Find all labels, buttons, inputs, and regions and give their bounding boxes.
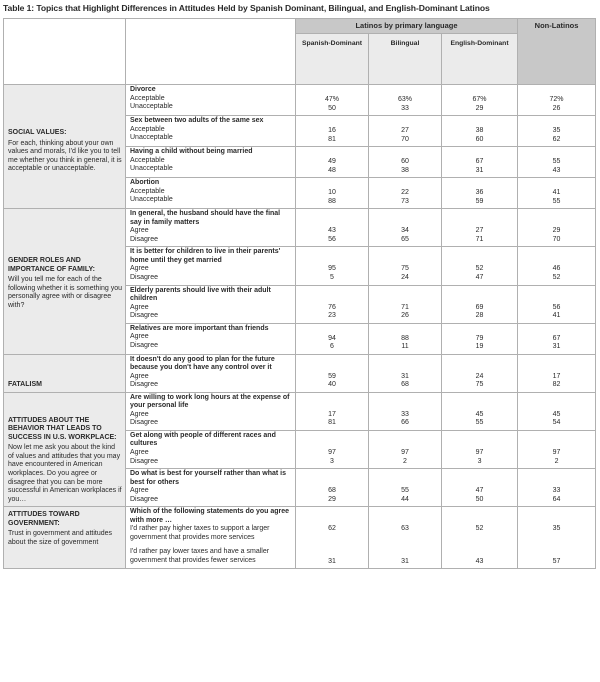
- response-value: 62: [552, 135, 561, 143]
- response-value: 72%: [549, 96, 564, 103]
- value-cell-non-latinos: [518, 209, 596, 247]
- value-cell-english-dominant: [442, 178, 518, 209]
- question-spacer: [518, 86, 595, 96]
- response-value: 67%: [472, 96, 487, 103]
- response-value: 70: [401, 135, 409, 143]
- question-text: Are willing to work long hours at the expense of your personal life: [130, 393, 290, 410]
- response-value: 43: [475, 557, 484, 565]
- question-text: Get along with people of different races and cultures: [130, 431, 276, 448]
- response-label: Disagree: [130, 341, 159, 349]
- question-spacer: [442, 210, 517, 227]
- response-value: 2: [554, 457, 559, 465]
- response-value: 45: [552, 410, 561, 418]
- response-value: 81: [328, 419, 336, 427]
- response-label: Disagree: [130, 381, 159, 389]
- response-value: 47: [475, 273, 484, 281]
- question-text: Having a child without being married: [130, 148, 253, 156]
- header-latinos-group: Latinos by primary language: [296, 19, 518, 34]
- value-cell-spanish-dominant: [296, 178, 369, 209]
- question-spacer: [369, 210, 441, 227]
- value-cell-english-dominant: [442, 354, 518, 392]
- question-spacer: [369, 86, 441, 96]
- value-cell-bilingual: [369, 285, 442, 323]
- question-cell: [126, 85, 296, 116]
- question-spacer: [296, 248, 368, 265]
- table-row: [4, 354, 596, 392]
- question-spacer: [296, 356, 368, 373]
- value-cell-bilingual: [369, 85, 442, 116]
- response-value: 71: [401, 303, 409, 311]
- question-cell: [126, 285, 296, 323]
- value-cell-english-dominant: [442, 469, 518, 507]
- question-cell: [126, 178, 296, 209]
- response-label: Agree: [130, 303, 149, 311]
- response-value: 35: [552, 127, 561, 135]
- response-value: 36: [475, 189, 484, 197]
- value-cell-bilingual: [369, 178, 442, 209]
- category-name: SOCIAL VALUES:: [8, 129, 67, 136]
- response-value: 11: [401, 343, 409, 351]
- response-value: 97: [401, 449, 409, 456]
- question-spacer: [369, 325, 441, 335]
- response-value: 24: [401, 273, 409, 281]
- response-value: 71: [475, 235, 484, 243]
- response-value: 94: [328, 334, 336, 342]
- response-value: 69: [475, 303, 484, 311]
- question-text: In general, the husband should have the final say in family matters: [130, 210, 281, 226]
- response-value: 41: [552, 312, 561, 320]
- question-spacer: [442, 508, 517, 525]
- response-value: 23: [328, 312, 336, 320]
- response-value: 52: [552, 273, 561, 281]
- category-name: ATTITUDES ABOUT THE BEHAVIOR THAT LEADS TO SUCCESS IN U.S. WORKPLACE:: [8, 416, 117, 441]
- response-value: 24: [475, 372, 484, 380]
- question-spacer: [369, 179, 441, 189]
- value-cell-spanish-dominant: [296, 209, 369, 247]
- value-cell-bilingual: [369, 209, 442, 247]
- value-cell-spanish-dominant: [296, 85, 369, 116]
- response-value: 73: [401, 197, 409, 205]
- value-cell-non-latinos: [518, 392, 596, 430]
- response-label: Disagree: [130, 495, 159, 503]
- header-spanish-dominant: Spanish-Dominant: [296, 34, 369, 85]
- response-value: 50: [328, 104, 336, 112]
- header-bilingual: Bilingual: [369, 34, 442, 85]
- value-cell-english-dominant: [442, 285, 518, 323]
- response-label: Disagree: [130, 457, 159, 465]
- value-cell-spanish-dominant: [296, 392, 369, 430]
- response-value: 28: [475, 312, 484, 320]
- category-description: Now let me ask you about the kind of values and attitudes that you may have encountered in American workplaces. Do you agree or disagree that you can be more successful in American workplaces if you…: [8, 444, 122, 503]
- table-row: [4, 85, 596, 116]
- category-description: Trust in government and attitudes about the size of government: [8, 530, 113, 546]
- response-value: 95: [328, 265, 336, 273]
- question-spacer: [518, 470, 595, 487]
- response-value: 60: [401, 158, 409, 166]
- question-spacer: [296, 287, 368, 304]
- question-spacer: [442, 325, 517, 335]
- response-value: 31: [401, 557, 409, 565]
- header-non-latinos: Non-Latinos: [518, 19, 596, 85]
- category-cell: [4, 392, 126, 506]
- response-value: 54: [552, 419, 561, 427]
- response-label: Agree: [130, 410, 149, 418]
- category-description: For each, thinking about your own values and morals, I'd like you to tell me whether you think in general, it is acceptable or unacceptable.: [8, 139, 122, 173]
- response-value: 59: [475, 197, 484, 205]
- response-value: 56: [552, 303, 561, 311]
- response-value: 60: [475, 135, 484, 143]
- response-label: Acceptable: [130, 156, 165, 164]
- response-value: 66: [401, 419, 409, 427]
- value-cell-english-dominant: [442, 430, 518, 468]
- response-value: 27: [401, 127, 409, 135]
- response-value: 46: [552, 265, 561, 273]
- response-label: Agree: [130, 449, 149, 456]
- question-spacer: [442, 287, 517, 304]
- question-spacer: [442, 179, 517, 189]
- response-value: 75: [475, 381, 484, 389]
- response-value: 31: [552, 343, 561, 351]
- question-spacer: [296, 148, 368, 158]
- category-description: Will you tell me for each of the following whether it is something you personally agree with or disagree with?: [8, 276, 123, 309]
- question-spacer: [518, 356, 595, 373]
- response-label: Unacceptable: [130, 134, 173, 142]
- question-spacer: [518, 325, 595, 335]
- question-text: It is better for children to live in their parents' home until they get married: [130, 248, 281, 264]
- question-text: Divorce: [130, 86, 156, 93]
- response-value: 47: [475, 487, 484, 495]
- response-value: 16: [328, 127, 336, 135]
- response-label: Unacceptable: [130, 103, 173, 111]
- response-value: 76: [328, 303, 336, 311]
- question-spacer: [369, 248, 441, 265]
- response-value: 97: [552, 449, 561, 456]
- question-spacer: [296, 179, 368, 189]
- response-value: 55: [401, 487, 409, 495]
- response-value: 29: [475, 104, 484, 112]
- response-value: 33: [401, 104, 409, 112]
- response-value: 2: [403, 457, 407, 465]
- value-cell-non-latinos: [518, 178, 596, 209]
- response-value: 26: [401, 312, 409, 320]
- question-spacer: [442, 432, 517, 449]
- value-cell-non-latinos: [518, 323, 596, 354]
- value-cell-non-latinos: [518, 247, 596, 285]
- response-value: 75: [401, 265, 409, 273]
- value-cell-spanish-dominant: [296, 247, 369, 285]
- response-value: 43: [552, 166, 561, 174]
- category-name: ATTITUDES TOWARD GOVERNMENT:: [8, 511, 80, 527]
- question-spacer: [518, 394, 595, 411]
- response-label: Disagree: [130, 419, 159, 427]
- response-label: Disagree: [130, 235, 159, 243]
- question-text: Sex between two adults of the same sex: [130, 117, 264, 125]
- question-spacer: [296, 432, 368, 449]
- header-row-group: [4, 19, 596, 34]
- response-label: Agree: [130, 372, 149, 380]
- question-text: Relatives are more important than friends: [130, 324, 269, 332]
- value-cell-spanish-dominant: [296, 285, 369, 323]
- response-value: 31: [475, 166, 484, 174]
- category-cell: [4, 354, 126, 392]
- response-label: Acceptable: [130, 94, 165, 102]
- response-value: 48: [328, 166, 336, 174]
- response-value: 6: [330, 343, 334, 351]
- question-cell: [126, 507, 296, 569]
- response-value: 82: [552, 381, 561, 389]
- question-spacer: [442, 248, 517, 265]
- response-value: 17: [552, 372, 561, 380]
- response-value: 55: [552, 197, 561, 205]
- response-value: 67: [475, 158, 484, 166]
- question-cell: [126, 323, 296, 354]
- response-value: 43: [328, 227, 336, 235]
- response-value: 70: [552, 235, 561, 243]
- question-spacer: [296, 86, 368, 96]
- question-spacer: [369, 432, 441, 449]
- question-spacer: [518, 287, 595, 304]
- question-spacer: [442, 356, 517, 373]
- response-label: Unacceptable: [130, 196, 173, 204]
- value-cell-bilingual: [369, 147, 442, 178]
- question-spacer: [518, 432, 595, 449]
- question-spacer: [369, 356, 441, 373]
- value-cell-non-latinos: [518, 285, 596, 323]
- response-value: 57: [552, 557, 561, 565]
- value-cell-english-dominant: [442, 116, 518, 147]
- value-cell-spanish-dominant: [296, 147, 369, 178]
- response-label: Acceptable: [130, 125, 165, 133]
- value-cell-bilingual: [369, 430, 442, 468]
- value-cell-bilingual: [369, 469, 442, 507]
- response-value: 38: [475, 127, 484, 135]
- question-cell: [126, 209, 296, 247]
- response-value: 19: [475, 343, 484, 351]
- response-value: 31: [401, 372, 409, 380]
- response-value: 3: [330, 457, 334, 465]
- response-value: 52: [475, 525, 484, 533]
- question-text: Do what is best for yourself rather than what is best for others: [130, 470, 286, 486]
- response-value: 65: [401, 235, 409, 243]
- response-label: Agree: [130, 265, 149, 273]
- response-label: Agree: [130, 227, 149, 235]
- value-cell-english-dominant: [442, 323, 518, 354]
- response-value: 52: [475, 265, 484, 273]
- question-spacer: [369, 117, 441, 127]
- response-value: 33: [401, 410, 409, 418]
- question-spacer: [442, 470, 517, 487]
- response-value: 10: [328, 189, 336, 197]
- category-cell: [4, 85, 126, 209]
- value-cell-bilingual: [369, 507, 442, 569]
- question-text: Abortion: [130, 179, 160, 187]
- question-spacer: [518, 248, 595, 265]
- response-value: 33: [552, 487, 561, 495]
- question-cell: [126, 247, 296, 285]
- question-cell: [126, 116, 296, 147]
- response-value: 22: [401, 189, 409, 197]
- response-value: 44: [401, 495, 409, 503]
- response-value: 29: [552, 227, 561, 235]
- value-cell-english-dominant: [442, 85, 518, 116]
- value-cell-non-latinos: [518, 116, 596, 147]
- response-label: I'd rather pay higher taxes to support a larger government that provides more services: [130, 525, 270, 541]
- question-spacer: [296, 117, 368, 127]
- response-value: 55: [475, 419, 484, 427]
- category-name: FATALISM: [8, 380, 42, 388]
- question-spacer: [518, 179, 595, 189]
- attitudes-table: [3, 18, 596, 569]
- response-value: 26: [552, 104, 561, 112]
- response-value: 68: [401, 381, 409, 389]
- value-cell-non-latinos: [518, 469, 596, 507]
- question-text: It doesn't do any good to plan for the future because you don't have any control over it: [130, 355, 275, 372]
- value-cell-spanish-dominant: [296, 354, 369, 392]
- category-name: GENDER ROLES AND IMPORTANCE OF FAMILY:: [8, 257, 95, 273]
- question-cell: [126, 392, 296, 430]
- response-label: Acceptable: [130, 187, 165, 195]
- response-value: 79: [475, 334, 484, 342]
- value-cell-non-latinos: [518, 85, 596, 116]
- value-cell-non-latinos: [518, 147, 596, 178]
- value-cell-bilingual: [369, 323, 442, 354]
- response-value: 49: [328, 158, 336, 166]
- response-value: 17: [328, 410, 336, 418]
- value-cell-english-dominant: [442, 507, 518, 569]
- question-spacer: [518, 508, 595, 525]
- table-body: [4, 19, 596, 569]
- question-spacer: [369, 287, 441, 304]
- value-cell-spanish-dominant: [296, 430, 369, 468]
- question-spacer: [369, 508, 441, 525]
- value-cell-non-latinos: [518, 507, 596, 569]
- response-label: I'd rather pay lower taxes and have a smaller government that provides fewer services: [130, 548, 270, 564]
- question-spacer: [518, 210, 595, 227]
- question-spacer: [442, 394, 517, 411]
- response-value: 34: [401, 227, 409, 235]
- response-label: Unacceptable: [130, 165, 173, 173]
- header-english-dominant: English-Dominant: [442, 34, 518, 85]
- response-value: 47%: [324, 96, 339, 103]
- response-value: 88: [401, 334, 409, 342]
- response-value: 63%: [397, 96, 412, 103]
- value-cell-bilingual: [369, 247, 442, 285]
- table-row: [4, 507, 596, 569]
- value-cell-non-latinos: [518, 354, 596, 392]
- value-cell-bilingual: [369, 392, 442, 430]
- table-row: [4, 392, 596, 430]
- question-spacer: [518, 148, 595, 158]
- response-value: 35: [552, 525, 561, 533]
- response-value: 63: [401, 525, 409, 533]
- question-spacer: [369, 148, 441, 158]
- response-value: 67: [552, 334, 561, 342]
- value-cell-bilingual: [369, 354, 442, 392]
- value-cell-bilingual: [369, 116, 442, 147]
- table-row: [4, 209, 596, 247]
- question-spacer: [296, 394, 368, 411]
- question-spacer: [296, 508, 368, 525]
- response-label: Agree: [130, 487, 149, 495]
- response-value: 41: [552, 189, 561, 197]
- header-blank-category: [4, 19, 126, 85]
- question-spacer: [442, 86, 517, 96]
- response-value: 55: [552, 158, 561, 166]
- question-spacer: [296, 325, 368, 335]
- response-value: 81: [328, 135, 336, 143]
- response-value: 38: [401, 166, 409, 174]
- question-spacer: [518, 117, 595, 127]
- response-value: 40: [328, 381, 336, 389]
- response-label: Agree: [130, 333, 149, 341]
- response-value: 88: [328, 197, 336, 205]
- value-cell-english-dominant: [442, 209, 518, 247]
- response-value: 97: [328, 449, 336, 456]
- value-cell-english-dominant: [442, 247, 518, 285]
- response-value: 31: [328, 557, 336, 565]
- value-cell-non-latinos: [518, 430, 596, 468]
- value-cell-spanish-dominant: [296, 116, 369, 147]
- question-cell: [126, 147, 296, 178]
- question-spacer: [296, 470, 368, 487]
- header-blank-question: [126, 19, 296, 85]
- response-value: 62: [328, 525, 336, 533]
- response-value: 59: [328, 372, 336, 380]
- value-cell-spanish-dominant: [296, 323, 369, 354]
- response-value: 45: [475, 410, 484, 418]
- response-value: 64: [552, 495, 561, 503]
- response-value: 56: [328, 235, 336, 243]
- question-cell: [126, 430, 296, 468]
- question-text: Which of the following statements do you agree with more …: [130, 508, 290, 524]
- question-spacer: [442, 117, 517, 127]
- response-value: 68: [328, 487, 336, 495]
- question-cell: [126, 469, 296, 507]
- value-cell-english-dominant: [442, 392, 518, 430]
- value-cell-spanish-dominant: [296, 469, 369, 507]
- question-spacer: [369, 470, 441, 487]
- response-value: 97: [475, 449, 484, 456]
- table-title: Table 1: Topics that Highlight Differences in Attitudes Held by Spanish Dominant, Bilingual, and English-Dominant Latinos: [3, 3, 490, 13]
- question-spacer: [442, 148, 517, 158]
- question-spacer: [296, 210, 368, 227]
- response-value: 5: [330, 273, 334, 281]
- question-cell: [126, 354, 296, 392]
- category-cell: [4, 507, 126, 569]
- value-cell-spanish-dominant: [296, 507, 369, 569]
- response-value: 3: [477, 457, 482, 465]
- response-label: Disagree: [130, 312, 159, 320]
- category-cell: [4, 209, 126, 354]
- response-value: 27: [475, 227, 484, 235]
- question-spacer: [369, 394, 441, 411]
- response-value: 50: [475, 495, 484, 503]
- response-value: 29: [328, 495, 336, 503]
- response-label: Disagree: [130, 273, 159, 281]
- value-cell-english-dominant: [442, 147, 518, 178]
- question-text: Elderly parents should live with their adult children: [130, 286, 271, 303]
